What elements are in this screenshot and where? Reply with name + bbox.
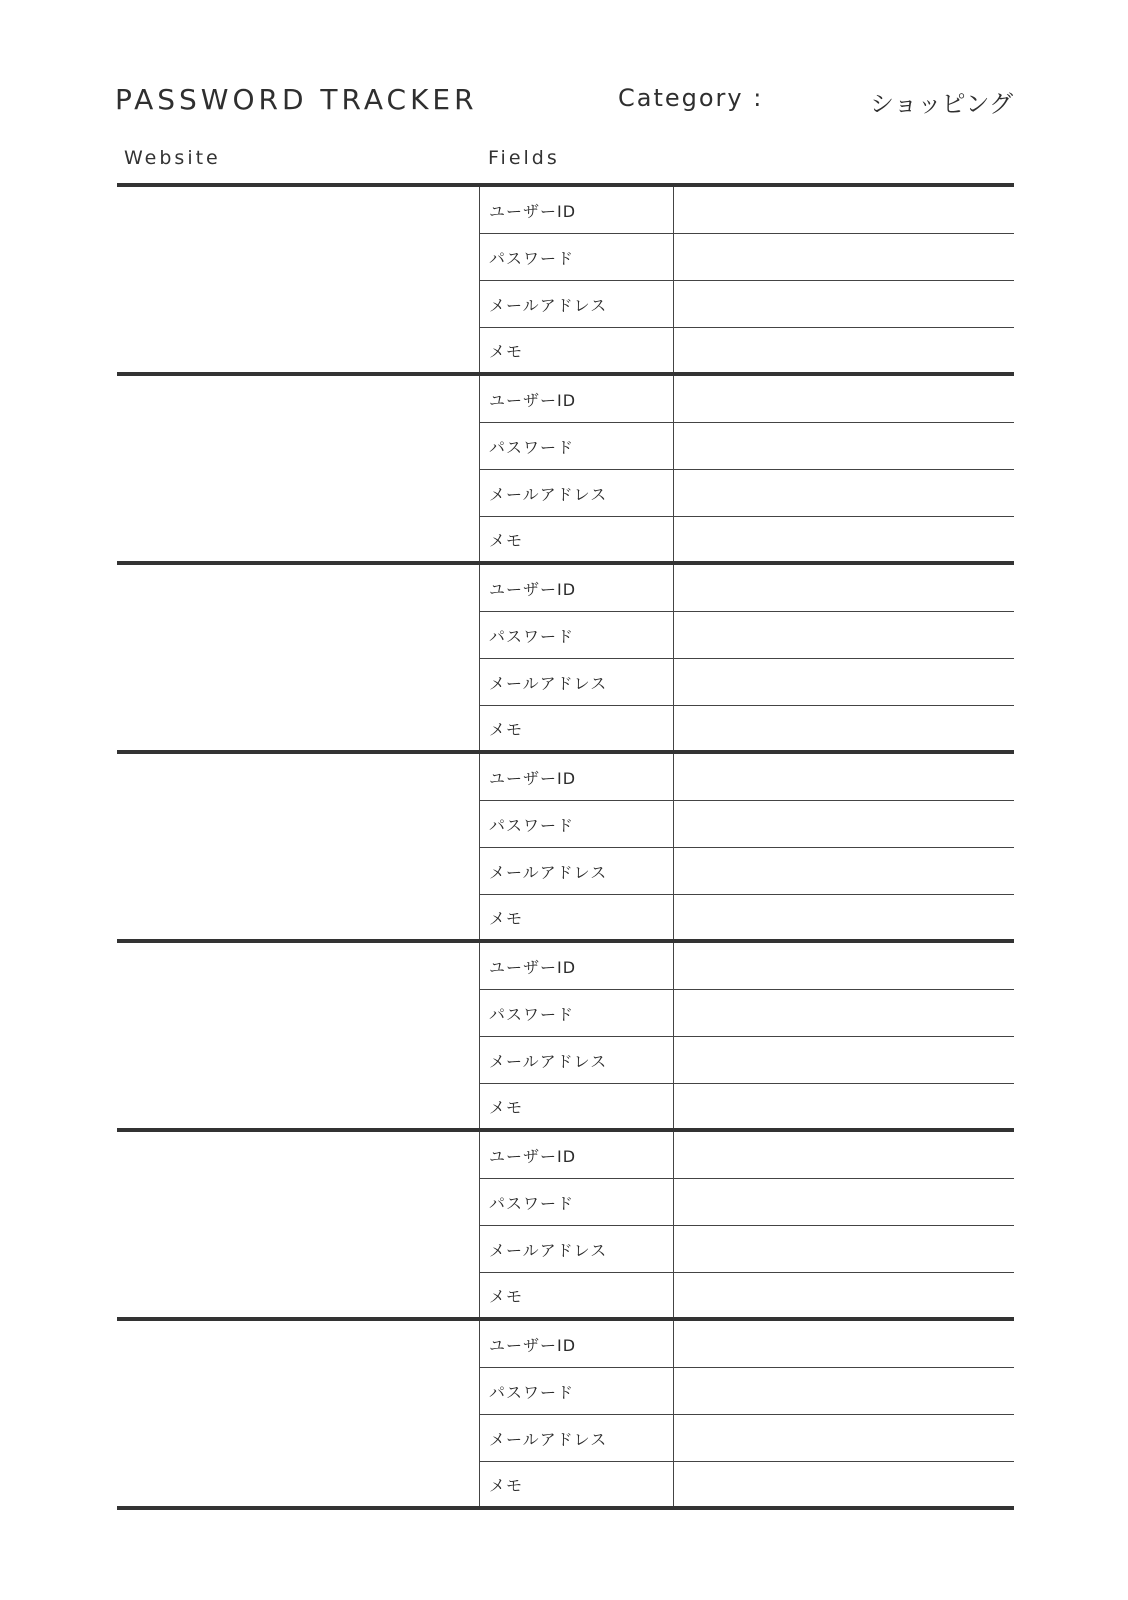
field-label-password: パスワード xyxy=(480,612,674,658)
field-row-memo xyxy=(480,895,1014,939)
field-value-memo[interactable] xyxy=(674,328,1014,372)
field-value-password[interactable] xyxy=(674,423,1014,469)
website-cell[interactable] xyxy=(117,943,479,1128)
field-label-memo: メモ xyxy=(480,895,674,939)
field-value-user-id[interactable] xyxy=(674,565,1014,611)
field-label-email: メールアドレス xyxy=(480,1037,674,1083)
field-row-password xyxy=(480,1179,1014,1226)
password-entry xyxy=(117,1128,1014,1317)
field-value-password[interactable] xyxy=(674,612,1014,658)
password-entry xyxy=(117,1317,1014,1510)
field-row-memo xyxy=(480,706,1014,750)
field-label-email: メールアドレス xyxy=(480,659,674,705)
field-row-user-id xyxy=(480,187,1014,234)
field-label-memo: メモ xyxy=(480,1084,674,1128)
field-value-email[interactable] xyxy=(674,1037,1014,1083)
field-column xyxy=(479,1132,1014,1317)
field-value-memo[interactable] xyxy=(674,517,1014,561)
field-label-password: パスワード xyxy=(480,1179,674,1225)
field-row-memo xyxy=(480,1084,1014,1128)
field-label-email: メールアドレス xyxy=(480,848,674,894)
field-value-memo[interactable] xyxy=(674,706,1014,750)
field-label-memo: メモ xyxy=(480,1462,674,1506)
field-label-email: メールアドレス xyxy=(480,281,674,327)
field-column xyxy=(479,943,1014,1128)
field-label-user-id: ユーザーID xyxy=(480,1132,674,1178)
field-value-password[interactable] xyxy=(674,1368,1014,1414)
field-value-password[interactable] xyxy=(674,990,1014,1036)
field-column xyxy=(479,754,1014,939)
field-value-password[interactable] xyxy=(674,1179,1014,1225)
field-value-email[interactable] xyxy=(674,1226,1014,1272)
field-label-password: パスワード xyxy=(480,234,674,280)
field-row-memo xyxy=(480,1462,1014,1506)
field-label-memo: メモ xyxy=(480,1273,674,1317)
field-column xyxy=(479,565,1014,750)
field-row-password xyxy=(480,801,1014,848)
field-value-user-id[interactable] xyxy=(674,754,1014,800)
field-row-user-id xyxy=(480,943,1014,990)
page-title: PASSWORD TRACKER xyxy=(115,83,478,116)
password-entry xyxy=(117,183,1014,372)
field-value-email[interactable] xyxy=(674,1415,1014,1461)
field-column xyxy=(479,1321,1014,1506)
field-value-user-id[interactable] xyxy=(674,943,1014,989)
website-cell[interactable] xyxy=(117,565,479,750)
field-label-user-id: ユーザーID xyxy=(480,1321,674,1367)
field-row-email xyxy=(480,848,1014,895)
field-value-email[interactable] xyxy=(674,470,1014,516)
field-row-user-id xyxy=(480,1321,1014,1368)
field-row-email xyxy=(480,470,1014,517)
field-row-password xyxy=(480,234,1014,281)
field-label-memo: メモ xyxy=(480,706,674,750)
website-cell[interactable] xyxy=(117,187,479,372)
field-value-user-id[interactable] xyxy=(674,187,1014,233)
field-row-email xyxy=(480,659,1014,706)
website-cell[interactable] xyxy=(117,1321,479,1506)
field-row-memo xyxy=(480,1273,1014,1317)
website-cell[interactable] xyxy=(117,376,479,561)
field-label-user-id: ユーザーID xyxy=(480,943,674,989)
field-label-user-id: ユーザーID xyxy=(480,376,674,422)
field-value-memo[interactable] xyxy=(674,895,1014,939)
field-label-email: メールアドレス xyxy=(480,1226,674,1272)
field-row-user-id xyxy=(480,754,1014,801)
field-row-email xyxy=(480,1415,1014,1462)
field-row-memo xyxy=(480,328,1014,372)
field-row-password xyxy=(480,1368,1014,1415)
field-label-email: メールアドレス xyxy=(480,1415,674,1461)
category-label: Category : xyxy=(618,84,764,112)
category-value: ショッピング xyxy=(869,90,1013,118)
column-header-website: Website xyxy=(124,147,221,169)
field-label-memo: メモ xyxy=(480,328,674,372)
field-value-memo[interactable] xyxy=(674,1084,1014,1128)
field-value-memo[interactable] xyxy=(674,1273,1014,1317)
field-value-password[interactable] xyxy=(674,234,1014,280)
field-value-email[interactable] xyxy=(674,848,1014,894)
website-cell[interactable] xyxy=(117,1132,479,1317)
field-column xyxy=(479,376,1014,561)
field-row-password xyxy=(480,423,1014,470)
field-label-memo: メモ xyxy=(480,517,674,561)
field-value-user-id[interactable] xyxy=(674,376,1014,422)
password-entry xyxy=(117,561,1014,750)
field-row-email xyxy=(480,281,1014,328)
field-row-email xyxy=(480,1037,1014,1084)
field-label-user-id: ユーザーID xyxy=(480,187,674,233)
field-row-email xyxy=(480,1226,1014,1273)
password-entry xyxy=(117,939,1014,1128)
password-table xyxy=(117,183,1014,1510)
field-value-email[interactable] xyxy=(674,281,1014,327)
field-value-user-id[interactable] xyxy=(674,1132,1014,1178)
field-label-user-id: ユーザーID xyxy=(480,565,674,611)
field-row-password xyxy=(480,612,1014,659)
field-label-password: パスワード xyxy=(480,990,674,1036)
field-label-email: メールアドレス xyxy=(480,470,674,516)
field-value-password[interactable] xyxy=(674,801,1014,847)
field-label-password: パスワード xyxy=(480,423,674,469)
field-label-password: パスワード xyxy=(480,1368,674,1414)
website-cell[interactable] xyxy=(117,754,479,939)
field-row-user-id xyxy=(480,1132,1014,1179)
field-label-user-id: ユーザーID xyxy=(480,754,674,800)
field-row-user-id xyxy=(480,376,1014,423)
field-value-user-id[interactable] xyxy=(674,1321,1014,1367)
column-header-fields: Fields xyxy=(488,147,560,169)
field-value-memo[interactable] xyxy=(674,1462,1014,1506)
field-row-password xyxy=(480,990,1014,1037)
field-value-email[interactable] xyxy=(674,659,1014,705)
field-row-memo xyxy=(480,517,1014,561)
password-entry xyxy=(117,750,1014,939)
field-column xyxy=(479,187,1014,372)
field-row-user-id xyxy=(480,565,1014,612)
field-label-password: パスワード xyxy=(480,801,674,847)
password-entry xyxy=(117,372,1014,561)
